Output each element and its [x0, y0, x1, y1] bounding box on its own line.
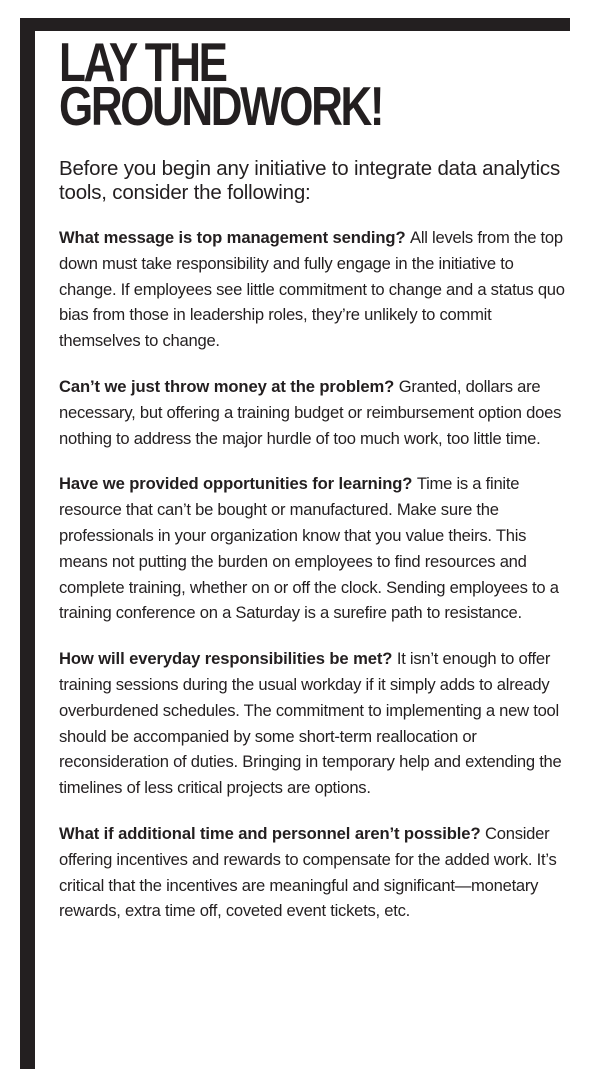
checklist-item: [59, 225, 573, 354]
item-question: What message is top management sending?: [59, 228, 410, 247]
item-question: Can’t we just throw money at the problem?: [59, 376, 399, 396]
item-question: Have we provided opportunities for learning?: [59, 474, 417, 494]
checklist-item: [59, 374, 573, 451]
item-answer: All levels from the top down must take responsibility and fully engage in the initiative to change. If employees see little commitment to change and a status quo bias from those in leadership roles, they’re unlikely to commit themselves to change.: [59, 228, 565, 351]
item-answer: Time is a finite resource that can’t be bought or manufactured. Make sure the professionals in your organization know that you value theirs. This means not putting the burden on employees to find resources and complete training, whether on or off the clock. Sending employees to a training conference on a Saturday is a surefire path to resistance.: [59, 474, 559, 623]
item-answer: Granted, dollars are necessary, but offering a training budget or reimbursement option does nothing to address the major hurdle of too much work, too little time.: [59, 376, 562, 448]
checklist-item: [59, 821, 573, 924]
sidebar-content: [59, 31, 573, 924]
headline-line-1: LAY THE: [59, 31, 226, 93]
intro-text: Before you begin any initiative to integrate data analytics tools, consider the following:: [59, 157, 561, 204]
item-answer: Consider offering incentives and rewards to compensate for the added work. It’s critical that the incentives are meaningful and significant—monetary rewards, extra time off, coveted event tickets, etc.: [59, 823, 557, 921]
checklist-item: [59, 471, 573, 626]
item-answer: It isn’t enough to offer training sessions during the usual workday if it simply adds to already overburdened schedules. The commitment to implementing a new tool should be accompanied by some short-term reallocation or reconsideration of duties. Bringing in temporary help and extending the timelines of less critical projects are options.: [59, 649, 562, 798]
headline-line-2: GROUNDWORK!: [59, 75, 383, 137]
checklist-item: [59, 646, 573, 801]
item-question: How will everyday responsibilities be met?: [59, 649, 397, 669]
frame-left-bar: [20, 18, 35, 1069]
headline: [59, 31, 470, 137]
frame-top-bar: [20, 18, 570, 31]
item-question: What if additional time and personnel aren’t possible?: [59, 823, 485, 843]
